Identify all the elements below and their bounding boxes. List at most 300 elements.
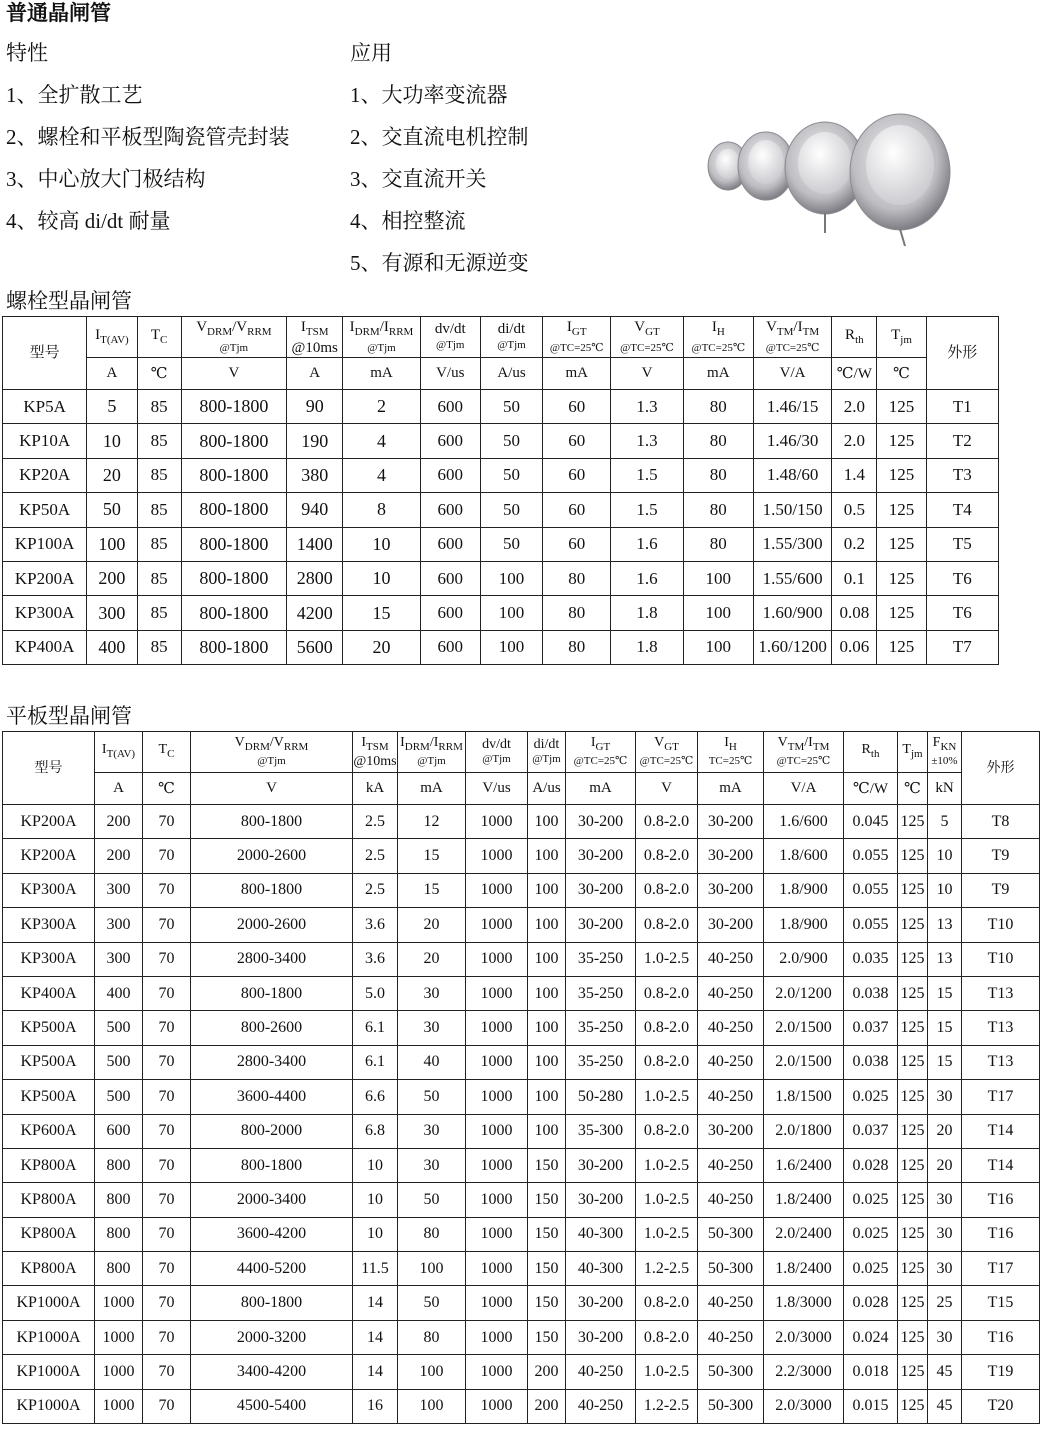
table-cell: 125 bbox=[898, 1045, 928, 1079]
table-cell: 1000 bbox=[466, 1252, 528, 1286]
table-cell: 800-1800 bbox=[181, 390, 286, 424]
application-item: 4、相控整流 bbox=[350, 209, 466, 233]
table-cell: T4 bbox=[926, 493, 998, 527]
table-cell: 2.0 bbox=[832, 390, 877, 424]
model-cell: KP5A bbox=[3, 390, 87, 424]
table-cell: 800-1800 bbox=[181, 596, 286, 630]
model-cell: KP800A bbox=[3, 1148, 95, 1182]
table-cell: 150 bbox=[528, 1217, 566, 1251]
table-cell: 0.06 bbox=[832, 630, 877, 664]
model-cell: KP1000A bbox=[3, 1389, 95, 1423]
table-cell: 600 bbox=[420, 596, 480, 630]
table-cell: 800 bbox=[95, 1217, 143, 1251]
col-header-tc: $T_C$ bbox=[143, 732, 191, 773]
col-header-model: 型号 bbox=[3, 317, 87, 390]
model-cell: KP600A bbox=[3, 1114, 95, 1148]
table-cell: 800-1800 bbox=[191, 873, 353, 907]
table-cell: 1000 bbox=[466, 1114, 528, 1148]
table-cell: 1.8/900 bbox=[764, 873, 844, 907]
table-cell: 15 bbox=[928, 1045, 962, 1079]
table-cell: T20 bbox=[962, 1389, 1040, 1423]
table-cell: 125 bbox=[898, 1011, 928, 1045]
table-cell: 500 bbox=[95, 1045, 143, 1079]
table-cell: 80 bbox=[683, 458, 753, 492]
table-row bbox=[3, 596, 999, 630]
table-cell: 800-1800 bbox=[181, 630, 286, 664]
table-cell: 100 bbox=[528, 942, 566, 976]
model-cell: KP1000A bbox=[3, 1355, 95, 1389]
table-cell: 1000 bbox=[95, 1286, 143, 1320]
table-cell: 0.08 bbox=[832, 596, 877, 630]
table-cell: 0.035 bbox=[844, 942, 898, 976]
col-header-ih: $I_H$ TC=25℃ bbox=[698, 732, 764, 773]
table-cell: 0.025 bbox=[844, 1252, 898, 1286]
table-cell: 1000 bbox=[466, 1080, 528, 1114]
table-cell: 20 bbox=[398, 942, 466, 976]
col-header-vtm-itm: $V_{TM}/I_{TM}$ @TC=25℃ bbox=[764, 732, 844, 773]
col-header-vgt: $V_{GT}$ @TC=25℃ bbox=[636, 732, 698, 773]
table-cell: 2.0/1200 bbox=[764, 976, 844, 1010]
table-cell: 125 bbox=[877, 596, 926, 630]
table-cell: 1.0-2.5 bbox=[636, 1148, 698, 1182]
table-row bbox=[3, 1148, 1040, 1182]
table-cell: 100 bbox=[528, 976, 566, 1010]
table-cell: 1000 bbox=[466, 942, 528, 976]
table-cell: 5 bbox=[87, 390, 137, 424]
table-cell: 50-300 bbox=[698, 1217, 764, 1251]
table-cell: 80 bbox=[398, 1320, 466, 1354]
table-row bbox=[3, 1252, 1040, 1286]
disc-table-title: 平板型晶闸管 bbox=[6, 704, 132, 728]
col-header-outline: 外形 bbox=[926, 317, 998, 390]
table-cell: 4500-5400 bbox=[191, 1389, 353, 1423]
table-cell: 0.038 bbox=[844, 1045, 898, 1079]
table-row bbox=[3, 1011, 1040, 1045]
table-cell: 0.055 bbox=[844, 873, 898, 907]
table-cell: 100 bbox=[398, 1389, 466, 1423]
table-cell: 2000-3400 bbox=[191, 1183, 353, 1217]
table-cell: 1.8/1500 bbox=[764, 1080, 844, 1114]
table-cell: 60 bbox=[543, 493, 611, 527]
col-header-outline: 外形 bbox=[962, 732, 1040, 805]
table-cell: 1.46/30 bbox=[753, 424, 831, 458]
table-cell: 30-200 bbox=[566, 1320, 636, 1354]
table-cell: 0.028 bbox=[844, 1148, 898, 1182]
table-cell: 70 bbox=[143, 1355, 191, 1389]
table-row bbox=[3, 873, 1040, 907]
table-cell: 0.037 bbox=[844, 1011, 898, 1045]
table-cell: 40-250 bbox=[698, 976, 764, 1010]
table-cell: 2000-2600 bbox=[191, 908, 353, 942]
table-cell: 50 bbox=[398, 1080, 466, 1114]
table-cell: 1400 bbox=[287, 527, 343, 561]
table-cell: 50 bbox=[480, 527, 542, 561]
table-cell: 800-1800 bbox=[181, 458, 286, 492]
table-cell: 100 bbox=[528, 873, 566, 907]
table-cell: 0.025 bbox=[844, 1183, 898, 1217]
table-cell: 4 bbox=[343, 458, 420, 492]
table-cell: 20 bbox=[928, 1114, 962, 1148]
table-cell: 2.5 bbox=[353, 839, 398, 873]
table-cell: 125 bbox=[898, 873, 928, 907]
table-cell: 1000 bbox=[466, 839, 528, 873]
table-cell: 2800 bbox=[287, 561, 343, 595]
table-cell: 16 bbox=[353, 1389, 398, 1423]
table-cell: 40 bbox=[398, 1045, 466, 1079]
table-cell: 1000 bbox=[466, 1320, 528, 1354]
table-cell: T19 bbox=[962, 1355, 1040, 1389]
table-cell: 0.2 bbox=[832, 527, 877, 561]
table-cell: 300 bbox=[95, 873, 143, 907]
table-cell: 0.8-2.0 bbox=[636, 1045, 698, 1079]
table-cell: T6 bbox=[926, 561, 998, 595]
table-cell: 100 bbox=[87, 527, 137, 561]
table-cell: 1.6/600 bbox=[764, 805, 844, 839]
table-cell: T10 bbox=[962, 908, 1040, 942]
unit-cell: kA bbox=[353, 773, 398, 805]
model-cell: KP200A bbox=[3, 561, 87, 595]
table-cell: 1.8/600 bbox=[764, 839, 844, 873]
table-cell: 85 bbox=[137, 527, 181, 561]
table-cell: 600 bbox=[420, 527, 480, 561]
table-row bbox=[3, 1045, 1040, 1079]
table-cell: 70 bbox=[143, 1183, 191, 1217]
unit-cell: A bbox=[95, 773, 143, 805]
table-cell: 0.8-2.0 bbox=[636, 873, 698, 907]
page-title: 普通晶闸管 bbox=[6, 1, 111, 25]
table-cell: 600 bbox=[420, 561, 480, 595]
table-cell: 30-200 bbox=[698, 839, 764, 873]
feature-item: 1、全扩散工艺 bbox=[6, 83, 143, 107]
unit-cell: V bbox=[611, 358, 683, 390]
table-row bbox=[3, 1389, 1040, 1423]
unit-cell: A bbox=[87, 358, 137, 390]
table-cell: 60 bbox=[543, 424, 611, 458]
model-cell: KP500A bbox=[3, 1045, 95, 1079]
table-cell: 10 bbox=[928, 839, 962, 873]
table-cell: 0.025 bbox=[844, 1217, 898, 1251]
table-cell: 80 bbox=[683, 424, 753, 458]
table-cell: 1000 bbox=[466, 1148, 528, 1182]
table-cell: 15 bbox=[928, 1011, 962, 1045]
table-cell: 30 bbox=[928, 1183, 962, 1217]
table-cell: 150 bbox=[528, 1252, 566, 1286]
table-cell: 100 bbox=[398, 1355, 466, 1389]
table-row bbox=[3, 908, 1040, 942]
model-cell: KP10A bbox=[3, 424, 87, 458]
model-cell: KP1000A bbox=[3, 1286, 95, 1320]
table-cell: 125 bbox=[898, 1286, 928, 1320]
feature-item: 2、螺栓和平板型陶瓷管壳封装 bbox=[6, 125, 290, 149]
table-cell: 800-1800 bbox=[181, 561, 286, 595]
table-cell: 80 bbox=[683, 390, 753, 424]
table-cell: 2.0/1800 bbox=[764, 1114, 844, 1148]
table-cell: 125 bbox=[898, 1320, 928, 1354]
table-cell: 800 bbox=[95, 1148, 143, 1182]
application-item: 2、交直流电机控制 bbox=[350, 125, 529, 149]
table-cell: 800-1800 bbox=[191, 1148, 353, 1182]
table-cell: 15 bbox=[928, 976, 962, 1010]
table-cell: 2000-2600 bbox=[191, 839, 353, 873]
unit-cell: V/us bbox=[466, 773, 528, 805]
table-cell: 70 bbox=[143, 976, 191, 1010]
col-header-it-av: $I_{T(AV)}$ bbox=[87, 317, 137, 358]
table-cell: 2.0/2400 bbox=[764, 1217, 844, 1251]
table-row bbox=[3, 561, 999, 595]
table-row bbox=[3, 630, 999, 664]
table-cell: 40-250 bbox=[698, 1320, 764, 1354]
table-cell: 125 bbox=[898, 1252, 928, 1286]
table-cell: 800-2000 bbox=[191, 1114, 353, 1148]
table-cell: 1000 bbox=[466, 1217, 528, 1251]
table-cell: 1000 bbox=[466, 873, 528, 907]
col-header-vdrm-vrrm: $V_{DRM}/V_{RRM}$ @Tjm bbox=[191, 732, 353, 773]
table-cell: 60 bbox=[543, 390, 611, 424]
table-cell: 1.0-2.5 bbox=[636, 1183, 698, 1217]
table-cell: 35-250 bbox=[566, 1045, 636, 1079]
table-cell: 70 bbox=[143, 1080, 191, 1114]
table-cell: 3.6 bbox=[353, 908, 398, 942]
table-cell: 30-200 bbox=[698, 908, 764, 942]
application-item: 3、交直流开关 bbox=[350, 167, 487, 191]
table-row bbox=[3, 1355, 1040, 1389]
table-cell: 0.025 bbox=[844, 1080, 898, 1114]
col-header-di-dt: di/dt @Tjm bbox=[480, 317, 542, 358]
table-cell: 40-300 bbox=[566, 1217, 636, 1251]
unit-cell: mA bbox=[698, 773, 764, 805]
table-cell: 125 bbox=[898, 1183, 928, 1217]
table-cell: 15 bbox=[398, 839, 466, 873]
table-cell: 1000 bbox=[95, 1355, 143, 1389]
stud-thyristor-table bbox=[2, 316, 999, 665]
table-cell: 0.8-2.0 bbox=[636, 839, 698, 873]
table-cell: T13 bbox=[962, 976, 1040, 1010]
table-cell: 125 bbox=[898, 1389, 928, 1423]
unit-cell: ℃ bbox=[898, 773, 928, 805]
table-cell: 35-250 bbox=[566, 1011, 636, 1045]
table-cell: 1000 bbox=[466, 1286, 528, 1320]
table-cell: 300 bbox=[95, 942, 143, 976]
table-cell: 200 bbox=[95, 839, 143, 873]
table-cell: 800-1800 bbox=[181, 493, 286, 527]
table-row bbox=[3, 493, 999, 527]
table-cell: 1.8/3000 bbox=[764, 1286, 844, 1320]
table-cell: T9 bbox=[962, 873, 1040, 907]
table-cell: 3600-4400 bbox=[191, 1080, 353, 1114]
stud-table-title: 螺栓型晶闸管 bbox=[6, 289, 132, 313]
col-header-vgt: $V_{GT}$ @TC=25℃ bbox=[611, 317, 683, 358]
table-cell: 85 bbox=[137, 493, 181, 527]
table-cell: 2.0/900 bbox=[764, 942, 844, 976]
table-cell: 30 bbox=[398, 976, 466, 1010]
table-cell: 30 bbox=[398, 1114, 466, 1148]
table-cell: 100 bbox=[528, 1114, 566, 1148]
table-cell: 1.2-2.5 bbox=[636, 1389, 698, 1423]
table-row bbox=[3, 942, 1040, 976]
table-cell: 2.0 bbox=[832, 424, 877, 458]
table-cell: 3.6 bbox=[353, 942, 398, 976]
col-header-igt: $I_{GT}$ @TC=25℃ bbox=[566, 732, 636, 773]
table-cell: 3400-4200 bbox=[191, 1355, 353, 1389]
table-cell: 30-200 bbox=[566, 839, 636, 873]
table-cell: 50-280 bbox=[566, 1080, 636, 1114]
table-cell: 25 bbox=[928, 1286, 962, 1320]
table-cell: 30 bbox=[928, 1320, 962, 1354]
table-cell: 40-250 bbox=[698, 1286, 764, 1320]
table-cell: 600 bbox=[420, 424, 480, 458]
table-cell: 40-250 bbox=[698, 942, 764, 976]
col-header-itsm: $I_{TSM}$ @10ms bbox=[353, 732, 398, 773]
table-cell: 940 bbox=[287, 493, 343, 527]
table-cell: 2.0/1500 bbox=[764, 1011, 844, 1045]
table-cell: 30 bbox=[928, 1217, 962, 1251]
table-cell: 125 bbox=[877, 630, 926, 664]
table-cell: 125 bbox=[877, 527, 926, 561]
table-cell: 300 bbox=[95, 908, 143, 942]
table-cell: 70 bbox=[143, 805, 191, 839]
table-cell: 10 bbox=[87, 424, 137, 458]
table-cell: 1.2-2.5 bbox=[636, 1252, 698, 1286]
table-cell: 1.3 bbox=[611, 424, 683, 458]
unit-cell: ℃ bbox=[143, 773, 191, 805]
table-cell: 70 bbox=[143, 1286, 191, 1320]
model-cell: KP1000A bbox=[3, 1320, 95, 1354]
table-cell: 30 bbox=[398, 1011, 466, 1045]
table-cell: 1.48/60 bbox=[753, 458, 831, 492]
unit-cell: ℃/W bbox=[844, 773, 898, 805]
table-cell: 125 bbox=[898, 942, 928, 976]
table-cell: 125 bbox=[898, 805, 928, 839]
table-cell: 800-1800 bbox=[191, 976, 353, 1010]
unit-cell: mA bbox=[343, 358, 420, 390]
table-row bbox=[3, 1320, 1040, 1354]
table-cell: 50 bbox=[398, 1286, 466, 1320]
table-cell: 2 bbox=[343, 390, 420, 424]
table-row bbox=[3, 390, 999, 424]
feature-item: 3、中心放大门极结构 bbox=[6, 167, 206, 191]
table-cell: 1000 bbox=[95, 1389, 143, 1423]
table-row bbox=[3, 839, 1040, 873]
table-cell: 125 bbox=[877, 561, 926, 595]
table-cell: 6.1 bbox=[353, 1011, 398, 1045]
table-cell: 35-250 bbox=[566, 942, 636, 976]
col-header-ih: $I_H$ @TC=25℃ bbox=[683, 317, 753, 358]
col-header-tjm: $T_{jm}$ bbox=[898, 732, 928, 773]
table-cell: 2000-3200 bbox=[191, 1320, 353, 1354]
table-cell: T6 bbox=[926, 596, 998, 630]
table-cell: 80 bbox=[398, 1217, 466, 1251]
table-cell: 125 bbox=[898, 839, 928, 873]
table-cell: 1.6 bbox=[611, 561, 683, 595]
table-cell: 380 bbox=[287, 458, 343, 492]
table-cell: 100 bbox=[683, 596, 753, 630]
table-cell: 40-250 bbox=[698, 1080, 764, 1114]
table-cell: 125 bbox=[898, 1080, 928, 1114]
model-cell: KP500A bbox=[3, 1080, 95, 1114]
table-cell: 50 bbox=[398, 1183, 466, 1217]
table-cell: T9 bbox=[962, 839, 1040, 873]
table-row bbox=[3, 527, 999, 561]
table-cell: 2.0/3000 bbox=[764, 1320, 844, 1354]
table-cell: 2.5 bbox=[353, 805, 398, 839]
table-cell: 1.55/300 bbox=[753, 527, 831, 561]
table-cell: T16 bbox=[962, 1217, 1040, 1251]
table-cell: 800-1800 bbox=[191, 1286, 353, 1320]
unit-cell: ℃ bbox=[137, 358, 181, 390]
table-cell: 10 bbox=[343, 527, 420, 561]
table-cell: 150 bbox=[528, 1286, 566, 1320]
table-cell: 40-250 bbox=[698, 1148, 764, 1182]
table-cell: 100 bbox=[480, 596, 542, 630]
unit-cell: A bbox=[287, 358, 343, 390]
table-cell: 1.0-2.5 bbox=[636, 1355, 698, 1389]
table-cell: 70 bbox=[143, 1389, 191, 1423]
table-row bbox=[3, 424, 999, 458]
table-cell: 2.5 bbox=[353, 873, 398, 907]
table-cell: 0.8-2.0 bbox=[636, 1286, 698, 1320]
table-cell: 200 bbox=[87, 561, 137, 595]
table-cell: 30-200 bbox=[698, 805, 764, 839]
model-cell: KP300A bbox=[3, 942, 95, 976]
table-cell: T14 bbox=[962, 1114, 1040, 1148]
table-cell: 10 bbox=[353, 1183, 398, 1217]
col-header-igt: $I_{GT}$ @TC=25℃ bbox=[543, 317, 611, 358]
table-cell: T17 bbox=[962, 1080, 1040, 1114]
table-cell: 0.8-2.0 bbox=[636, 1320, 698, 1354]
table-cell: 150 bbox=[528, 1320, 566, 1354]
table-cell: 0.038 bbox=[844, 976, 898, 1010]
table-cell: 600 bbox=[420, 390, 480, 424]
table-cell: 1.0-2.5 bbox=[636, 942, 698, 976]
table-cell: 60 bbox=[543, 527, 611, 561]
table-cell: 70 bbox=[143, 908, 191, 942]
table-cell: T14 bbox=[962, 1148, 1040, 1182]
model-cell: KP800A bbox=[3, 1252, 95, 1286]
table-cell: 125 bbox=[877, 390, 926, 424]
table-cell: 70 bbox=[143, 942, 191, 976]
table-cell: 40-250 bbox=[698, 1045, 764, 1079]
table-cell: 90 bbox=[287, 390, 343, 424]
table-cell: 70 bbox=[143, 1148, 191, 1182]
unit-cell: V/us bbox=[420, 358, 480, 390]
table-cell: 1000 bbox=[466, 805, 528, 839]
table-cell: 70 bbox=[143, 1252, 191, 1286]
col-header-tc: $T_C$ bbox=[137, 317, 181, 358]
table-row bbox=[3, 1114, 1040, 1148]
table-cell: 40-250 bbox=[566, 1389, 636, 1423]
table-cell: 125 bbox=[877, 458, 926, 492]
table-row bbox=[3, 1286, 1040, 1320]
col-header-it-av: $I_{T(AV)}$ bbox=[95, 732, 143, 773]
model-cell: KP300A bbox=[3, 873, 95, 907]
col-header-vdrm-vrrm: $V_{DRM}/V_{RRM}$ @Tjm bbox=[181, 317, 286, 358]
table-cell: 2.0/3000 bbox=[764, 1389, 844, 1423]
model-cell: KP200A bbox=[3, 839, 95, 873]
table-cell: 0.018 bbox=[844, 1355, 898, 1389]
table-cell: 100 bbox=[480, 561, 542, 595]
table-cell: 80 bbox=[683, 527, 753, 561]
table-cell: 100 bbox=[683, 561, 753, 595]
table-cell: 10 bbox=[353, 1148, 398, 1182]
table-cell: 14 bbox=[353, 1286, 398, 1320]
col-header-rth: $R_{th}$ bbox=[832, 317, 877, 358]
table-cell: 85 bbox=[137, 630, 181, 664]
table-cell: 2800-3400 bbox=[191, 942, 353, 976]
table-cell: 1.6 bbox=[611, 527, 683, 561]
table-cell: 50-300 bbox=[698, 1355, 764, 1389]
col-header-dv-dt: dv/dt @Tjm bbox=[466, 732, 528, 773]
table-cell: T5 bbox=[926, 527, 998, 561]
